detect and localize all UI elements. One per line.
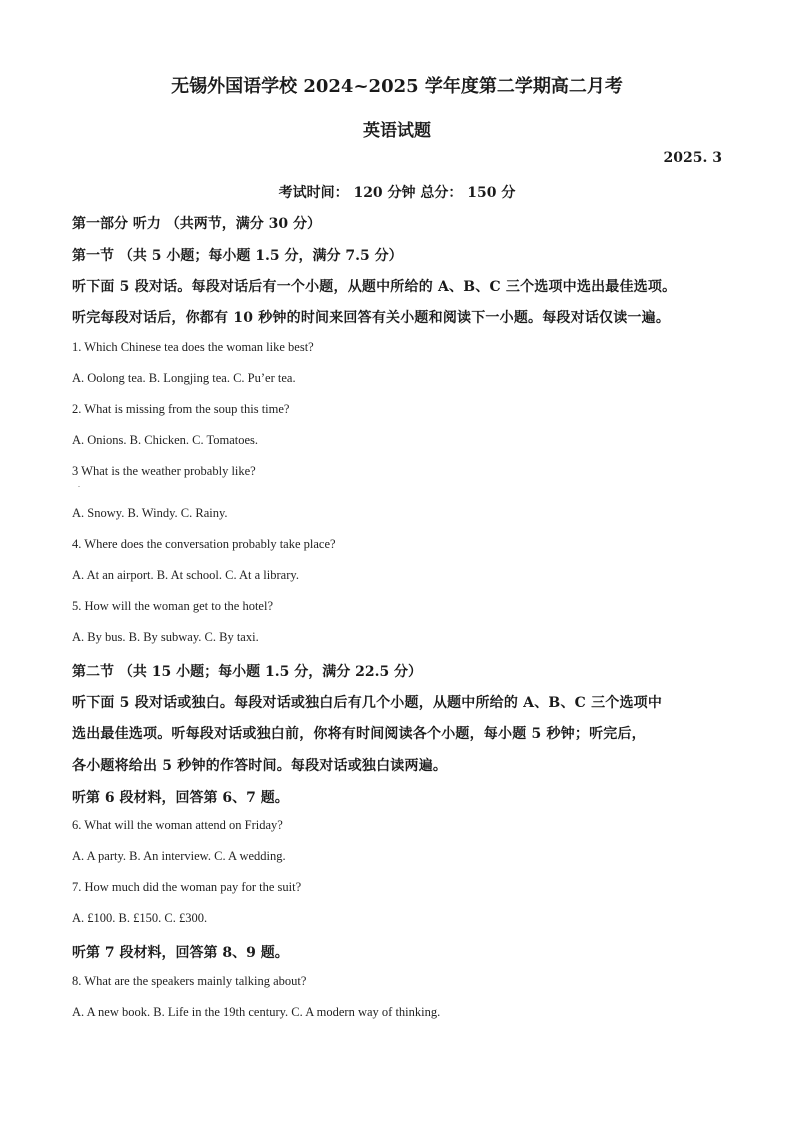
section1-heading: 第一节 （共 5 小题；每小题 1.5 分，满分 7.5 分） [72,248,403,264]
section2-instruction-line: 选出最佳选项。听每段对话或独白前，你将有时间阅读各个小题，每小题 5 秒钟；听完后， [72,726,646,742]
section2-instruction-line: 听下面 5 段对话或独白。每段对话或独白后有几个小题，从题中所给的 A、B、C 三个选项中 [72,695,663,711]
question-stem: 4. Where does the conversation probably take place? [72,537,336,551]
group-label: 听第 7 段材料，回答第 8、9 题。 [72,945,289,961]
question-options: A. A new book. B. Life in the 19th century. C. A modern way of thinking. [72,1005,441,1019]
section1-instruction-line: 听完每段对话后，你都有 10 秒钟的时间来回答有关小题和阅读下一小题。每段对话仅读一遍。 [72,310,671,326]
exam-date: 2025. 3 [663,150,722,166]
exam-info: 考试时间： 120 分钟 总分： 150 分 [278,185,516,201]
part1-heading: 第一部分 听力 （共两节，满分 30 分） [72,216,321,232]
section2-heading: 第二节 （共 15 小题；每小题 1.5 分，满分 22.5 分） [72,664,423,680]
question-stem: 2. What is missing from the soup this time? [72,402,290,416]
question-options: A. Oolong tea. B. Longjing tea. C. Pu’er tea. [72,371,296,385]
section1-instruction-line: 听下面 5 段对话。每段对话后有一个小题，从题中所给的 A、B、C 三个选项中选出最佳选项。 [72,279,677,295]
question-options: A. £100. B. £150. C. £300. [72,911,208,925]
question-stem: 1. Which Chinese tea does the woman like best? [72,340,314,354]
question-stem: 8. What are the speakers mainly talking about? [72,974,307,988]
question-stem: 3 What is the weather probably like? [72,464,256,478]
section2-instruction-line: 各小题将给出 5 秒钟的作答时间。每段对话或独白读两遍。 [72,758,448,774]
question-stem: 6. What will the woman attend on Friday? [72,818,283,832]
stray-mark: . [78,480,80,489]
exam-subtitle: 英语试题 [363,121,431,141]
question-options: A. At an airport. B. At school. C. At a library. [72,568,299,582]
question-options: A. A party. B. An interview. C. A wedding. [72,849,286,863]
question-stem: 7. How much did the woman pay for the suit? [72,880,302,894]
question-stem: 5. How will the woman get to the hotel? [72,599,274,613]
group-label: 听第 6 段材料，回答第 6、7 题。 [72,790,289,806]
question-options: A. Onions. B. Chicken. C. Tomatoes. [72,433,259,447]
question-options: A. Snowy. B. Windy. C. Rainy. [72,506,228,520]
question-options: A. By bus. B. By subway. C. By taxi. [72,630,259,644]
exam-title: 无锡外国语学校 2024~2025 学年度第二学期高二月考 [171,76,623,97]
